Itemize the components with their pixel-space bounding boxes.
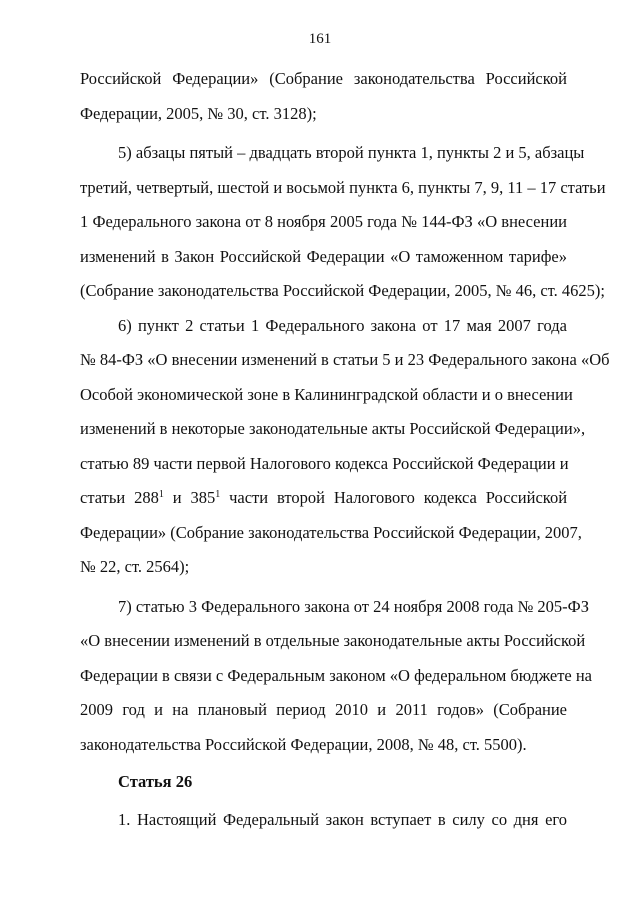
text-fragment: части второй Налогового кодекса Российской (229, 488, 568, 507)
text-line: изменений в некоторые законодательные акты Российской Федерации», (80, 419, 586, 438)
paragraph-item-5 (80, 136, 606, 309)
text-line: 2009 год и на плановый период 2010 и 2011 годов» (Собрание (80, 700, 567, 719)
text-line: Федерации» (Собрание законодательства Российской Федерации, 2007, (80, 522, 582, 542)
text-line: 7) статью 3 Федерального закона от 24 ноября 2008 года № 205-ФЗ (118, 596, 589, 616)
word: и (172, 488, 182, 507)
text-line: 6) пункт 2 статьи 1 Федерального закона от 17 мая 2007 года (118, 315, 567, 335)
superscript: 1 (215, 489, 221, 500)
text-line: Федерации, 2005, № 30, ст. 3128); (80, 103, 317, 123)
word: статьи (80, 488, 126, 507)
text-line: третий, четвертый, шестой и восьмой пункта 6, пункты 7, 9, 11 – 17 статьи (80, 177, 606, 197)
text-line: статью 89 части первой Налогового кодекса Российской Федерации и (80, 453, 569, 473)
superscript: 1 (158, 489, 164, 500)
article-heading: Статья 26 (118, 772, 193, 791)
text-line: «О внесении изменений в отдельные законодательные акты Российской (80, 631, 586, 650)
text-line: Федерации в связи с Федеральным законом «О федеральном бюджете на (80, 665, 593, 685)
paragraph-continuation (80, 62, 567, 131)
text-line: 5) абзацы пятый – двадцать второй пункта 1, пункты 2 и 5, абзацы (118, 143, 585, 162)
paragraph-article-26 (80, 803, 567, 838)
text-line-with-superscripts (80, 481, 567, 516)
document-body (80, 62, 610, 837)
text-line: (Собрание законодательства Российской Федерации, 2005, № 46, ст. 4625); (80, 281, 605, 300)
text-line: изменений в Закон Российской Федерации «О таможенном тарифе» (80, 246, 567, 266)
paragraph-item-6 (80, 309, 610, 585)
text-line: 1 Федерального закона от 8 ноября 2005 года № 144-ФЗ «О внесении (80, 212, 567, 231)
page-number: 161 (308, 31, 332, 47)
text-line: Особой экономической зоне в Калининградской области и о внесении (80, 384, 573, 404)
text-line: № 84-ФЗ «О внесении изменений в статьи 5 и 23 Федерального закона «Об (80, 350, 610, 369)
text-line: законодательства Российской Федерации, 2008, № 48, ст. 5500). (80, 734, 527, 754)
text-line: Российской Федерации» (Собрание законодательства Российской (80, 69, 567, 88)
text-line: 1. Настоящий Федеральный закон вступает в силу со дня его (118, 809, 567, 829)
paragraph-item-7 (80, 590, 593, 763)
article-number: 385 (190, 488, 216, 507)
text-line: № 22, ст. 2564); (80, 557, 190, 576)
article-number: 288 (134, 488, 159, 507)
